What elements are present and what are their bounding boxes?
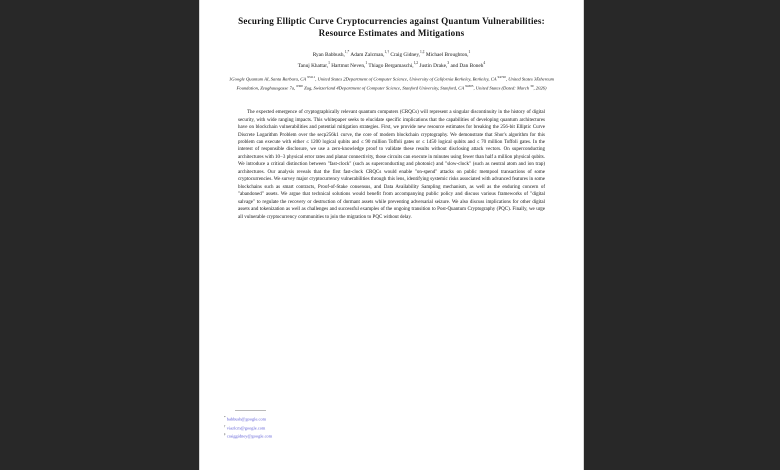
title-line-2: Resource Estimates and Mitigations bbox=[318, 27, 465, 38]
page-title bbox=[222, 16, 561, 39]
footnote-item bbox=[224, 431, 524, 440]
abstract-text: The expected emergence of cryptographically relevant quantum computers (CRQCs) will represent a singular discontinuity in the history of digital security, with wide ranging impacts. This whitepaper seeks to elucidate specific implications that the capabilities of developing quantum architectures have on blockchain vulnerabilities and potential mitigation strategies. First, we provide new resource estimates for breaking the 256-bit Elliptic Curve Discrete Logarithm Problem over the secp256k1 curve, the core of modern blockchain cryptography. We demonstrate that Shor's algorithm for this problem can execute with either ≤ 1200 logical qubits and ≤ 90 million Toffoli gates or ≤ 1450 logical qubits and ≤ 70 million Toffoli gates. In the interest of responsible disclosure, we use a zero-knowledge proof to validate these results without disclosing attack vectors. On superconducting architectures with 10−3 physical error rates and planar connectivity, those circuits can execute in minutes using fewer than half a million physical qubits. We introduce a critical distinction between "fast-clock" (such as superconducting and photonic) and "slow-clock" (such as neutral atom and ion trap) architectures. Our analysis reveals that the first fast-clock CRQCs would enable "on-spend" attacks on public mempool transactions of some cryptocurrencies. We survey major cryptocurrency vulnerabilities through this lens, identifying systemic risks associated with advanced features in some blockchains such as smart contracts, Proof-of-Stake consensus, and Data Availability Sampling mechanism, as well as the enduring concern of "abandoned" assets. We argue that technical solutions would benefit from accompanying public policy and discuss various frameworks of "digital salvage" to regulate the recovery or destruction of dormant assets while preventing adversarial seizure. We also discuss implications for other digital assets and tokenization as well as challenges and successful examples of the ongoing transition to Post-Quantum Cryptography (PQC). Finally, we urge all vulnerable cryptocurrency communities to join the migration to PQC without delay. bbox=[238, 110, 545, 220]
footnote-item bbox=[224, 423, 524, 432]
affiliation-list: 1Google Quantum AI, Santa Barbara, CA $^{93111}$, United States 2Department of Computer Science, University of California Berkeley, Berkeley, CA $^{94720}$, United States 3Ethereum Foundation, Zeughausgasse 7a, $^{6300}$ Zug, Switzerland 4Department of Computer Science, Stanford University, Stanford, CA $^{94305}$, United States (Dated: March $^{30}$, 2026) bbox=[229, 74, 554, 91]
footnote-divider bbox=[235, 410, 266, 411]
footnote-marker: * bbox=[224, 415, 226, 419]
author-list bbox=[222, 48, 561, 70]
author-line-2: Tanuj Khattar,$^1$ Hartmut Neven,$^1$ Thiago Bergamaschi,$^{1,2}$ Justin Drake,$^3$ and Dan Boneh$^4$ bbox=[297, 60, 486, 69]
paper-page bbox=[200, 0, 583, 470]
author-line-1: Ryan Babbush,$^{1,*}$ Adam Zalcman,$^{1,\dagger}$ Craig Gidney,$^{1,\ddagger}$ Michael Broughton,$^1$ bbox=[312, 50, 471, 58]
footnote-list bbox=[224, 414, 524, 440]
footnote-item bbox=[224, 414, 524, 423]
footnote-marker: † bbox=[224, 423, 226, 428]
page-content bbox=[200, 0, 583, 221]
footnote-email-link[interactable]: viazlcm@google.com bbox=[226, 425, 266, 431]
footnote-email-link[interactable]: craiggidney@google.com bbox=[226, 433, 273, 439]
footnote-email-link[interactable]: babbush@google.com bbox=[226, 416, 267, 422]
title-line-1: Securing Elliptic Curve Cryptocurrencies against Quantum Vulnerabilities: bbox=[238, 16, 545, 26]
footnote-marker: ‡ bbox=[224, 432, 226, 437]
